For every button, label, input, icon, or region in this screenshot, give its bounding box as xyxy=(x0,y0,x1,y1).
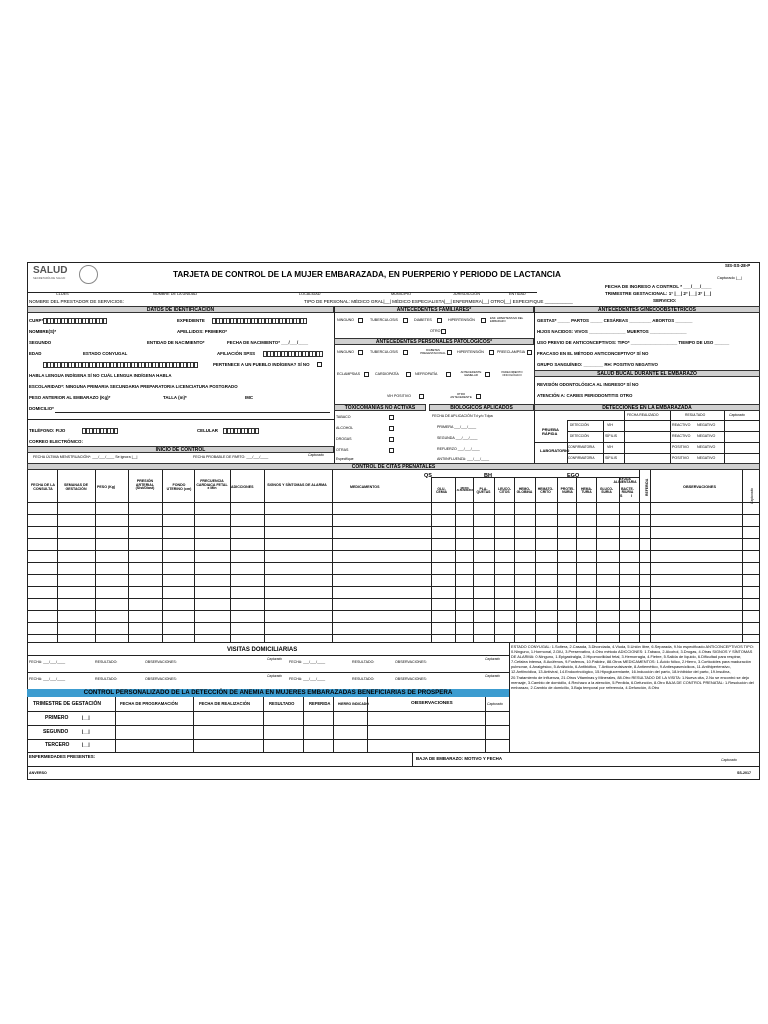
seal-icon xyxy=(79,265,98,284)
pat-none-checkbox[interactable] xyxy=(358,350,363,355)
pat-oncologic: PADECIMIENTO ONCOLÓGICO xyxy=(501,370,523,377)
anemia-column-line xyxy=(367,697,368,752)
col-captured: Capturado xyxy=(750,488,754,504)
email-label: CORREO ELECTRÓNICO: xyxy=(29,439,83,444)
cell-label: CELULAR xyxy=(197,428,218,433)
vaccine-first[interactable]: PRIMERA ___/___/____ xyxy=(437,425,477,429)
anemia-col-trimester: TRIMESTRE DE GESTACIÓN xyxy=(33,701,101,707)
det-lab: LABORATORIO xyxy=(540,448,570,453)
grid-column-line xyxy=(128,470,129,642)
section-pathological: ANTECEDENTES PERSONALES PATOLÓGICOS* xyxy=(334,338,534,345)
det-row4-name: SÍFILIS xyxy=(605,456,617,460)
spss-label: AFILIACIÓN SPSS xyxy=(217,351,256,356)
tox-drugs-checkbox[interactable] xyxy=(389,437,394,442)
section-toxicomanias: TOXICOMANÍAS NO ACTIVAS xyxy=(334,404,426,411)
indigenous-no-checkbox[interactable] xyxy=(317,362,322,367)
pat-diabetes-checkbox[interactable] xyxy=(447,350,452,355)
table-row-line xyxy=(27,598,760,599)
det-row2-test: DETECCIÓN xyxy=(570,434,589,438)
pat-cardiopathy: CARDIOPATÍA xyxy=(375,372,399,376)
col-medications: MEDICAMENTOS xyxy=(350,485,380,489)
fam-hypertension-checkbox[interactable] xyxy=(481,318,486,323)
home-visit-field-0-1[interactable]: RESULTADO: xyxy=(95,660,118,664)
det-row3-r2[interactable]: NEGATIVO xyxy=(697,445,716,449)
det-row1-r1[interactable]: REACTIVO xyxy=(672,423,691,427)
curp-label: CURP* xyxy=(29,318,44,323)
footer-year: SS-2017 xyxy=(737,771,751,775)
det-row3-r1[interactable]: POSITIVO xyxy=(672,445,689,449)
home-visit-field-1-2[interactable]: OBSERVACIONES: xyxy=(145,677,177,681)
home-visit-field-1-7[interactable]: Capturado xyxy=(485,674,500,678)
grid-column-line xyxy=(494,477,495,642)
indigenous-people-field[interactable]: PERTENECE A UN PUEBLO INDÍGENA? SÍ NO xyxy=(213,362,310,367)
address-input[interactable] xyxy=(55,412,330,413)
home-visit-field-1-6[interactable]: OBSERVACIONES: xyxy=(395,677,427,681)
tox-tobacco-checkbox[interactable] xyxy=(389,415,394,420)
det-row2-r2[interactable]: NEGATIVO xyxy=(697,434,716,438)
lab-header-9: BACTE-RIURIA xyxy=(621,487,634,495)
address-label: DOMICILIO* xyxy=(29,406,54,411)
height-label: TALLA (m)* xyxy=(163,395,187,400)
home-visit-field-0-3[interactable]: Capturado xyxy=(267,657,282,661)
grid-column-line xyxy=(535,477,536,642)
pat-none: NINGUNO xyxy=(337,350,354,354)
section-prenatal-visits: CONTROL DE CITAS PRENATALES xyxy=(27,463,760,470)
anemia-column-line xyxy=(333,697,334,752)
table-row-line xyxy=(27,526,760,527)
catalogue-text: ESTADO CONYUGAL: 1.Soltera, 2.Casada, 3.Divorciada, 4.Viuda, 5.Unión libre, 6.Separada, 9.No especificado ANTICONCEPTIVOS TIPO: 0.Ninguno, 1.Hormonal, 2.DIU, 3.Preservativo, 4.Otro método ADICCIONES: 1.Tabaco, 2.Alcohol, 3.Drogas, 4.Otras SIGNOS Y SÍNTOMAS DE ALARMA: 0.Ninguno, 1.Epigastralgia, 2.Hipomovilidad fetal, 3.Hemorragia, 4.Fiebre, 5.Salida de líquido, 6.Dificultad para respirar, 7.Cefalea intensa, 8.Acúfenos, 9.Fosfenos, 10.Palidez, 88.Otros MEDICAMENTOS: 1.Ácido fólico, 2.Hierro, 3.Corticoides para maduración pulmonar, 4.Analgésico, 5.Antiácido, 6.Antibiótico, 7.Anticonvulsivante, 8.Antiemético, 9.Antiespasmódicos, 11.Antihipertensivo, 12.Antiincidica, 13.Antiviral, 14.Endocrinológico, 15.Hipoglucemiante, 16.Inducción del parto, 18.Inhibidor del parto, 19.Insulina, 20.Tratamiento de influenza, 21.Otros Vitaminas y Minerales, 88.Otro RESULTADO DE LA VISITA: 1.Nueva cita, 2.No se encontró se dejo mensaje, 3.Cambio de domicilio, 4.Rechazo a la atención, 5.Perdida, 6.Defunción, 8.Otro BAJA DE CONTROL PRENATAL: 1.Resolución del embarazo, 2.Cambio de domicilio, 3.Baja temporal por referencia, 4.Defunción, 8.Otro xyxy=(511,644,754,690)
section-anemia: CONTROL PERSONALIZADO DE LA DETECCIÓN DE ANEMIA EN MUJERES EMBARAZADAS BENEFICIARIAS DE PROSPERA xyxy=(27,689,509,697)
pat-hypertension: HIPERTENSIÓN xyxy=(457,350,484,354)
table-row-line xyxy=(27,550,760,551)
anemia-column-line xyxy=(485,697,486,752)
det-row2-r1[interactable]: REACTIVO xyxy=(672,434,691,438)
vaccine-date-header: FECHA DE APLICACIÓN Td y/o Tdpa xyxy=(432,414,493,418)
grid-column-line xyxy=(742,470,743,642)
pat-cardiopathy-checkbox[interactable] xyxy=(406,372,411,377)
spss-input[interactable] xyxy=(263,351,323,357)
anemia-second-box[interactable]: |__| xyxy=(82,729,90,734)
lab-header-1: MICRO-ALBUMINURIA xyxy=(456,487,474,493)
col-warning-signs: SIGNOS Y SÍNTOMAS DE ALARMA xyxy=(267,483,327,487)
footer-side: ANVERSO xyxy=(29,771,47,775)
phone-input[interactable] xyxy=(82,428,117,434)
table-row-line xyxy=(27,610,760,611)
anemia-col-result: RESULTADO xyxy=(269,701,295,706)
anemia-col-iron: HIERRO INDICADO xyxy=(338,702,369,706)
clues-label: CLUES xyxy=(56,292,69,296)
fam-tb: TUBERCULOSIS xyxy=(370,318,398,322)
anemia-third: TERCERO xyxy=(45,742,70,748)
control-card xyxy=(27,262,760,780)
tox-other-checkbox[interactable] xyxy=(389,448,394,453)
pat-other-checkbox[interactable] xyxy=(476,394,481,399)
home-visit-field-1-3[interactable]: Capturado xyxy=(267,674,282,678)
col-s: S xyxy=(620,494,623,498)
det-rapid-test: PRUEBA RÁPIDA xyxy=(542,427,559,436)
grid-column-line xyxy=(162,470,163,642)
grid-column-line xyxy=(264,470,265,642)
lab-header-3: LEUCO-CITOS xyxy=(498,487,511,495)
det-row1-r2[interactable]: NEGATIVO xyxy=(697,423,716,427)
prior-weight-label: PESO ANTERIOR AL EMBARAZO (Kg)* xyxy=(29,395,111,400)
fam-other: OTRO xyxy=(430,329,441,333)
children-field[interactable]: HIJOS NACIDOS: VIVOS _______________ MUERTOS _______________ xyxy=(537,329,687,334)
table-row-line xyxy=(27,586,760,587)
unit-name-label: NOMBRE DE LA UNIDAD xyxy=(153,292,198,296)
grid-column-line xyxy=(431,477,432,642)
pat-preeclampsia: PREECLAMPSIA xyxy=(497,350,525,354)
surname-label: APELLIDOS: PRIMERO* xyxy=(177,329,228,334)
indigenous-language-field[interactable]: HABLA LENGUA INDÍGENA SÍ NO CUÁL LENGUA INDÍGENA HABLA xyxy=(29,373,172,378)
admission-date[interactable]: FECHA DE INGRESO A CONTROL * ___/___/____ xyxy=(605,284,712,289)
schooling-field[interactable]: ESCOLARIDAD*: NINGUNA PRIMARIA SECUNDARIA PREPARATORIA LICENCIATURA POSTGRADO xyxy=(29,384,238,389)
grid-column-line xyxy=(332,470,333,642)
staff-type-field[interactable]: TIPO DE PERSONAL: MÉDICO GRAL|__| MÉDICO ESPECIALISTA|__| ENFERMERA|__| OTRO|__| ESPECIFIQUE ___________ xyxy=(304,299,573,304)
pat-eclampsia: ECLAMPSIAS xyxy=(337,372,360,376)
col-food-aid: AYUDA ALIMENTARIA xyxy=(613,477,637,485)
anemia-col-programmed: FECHA DE PROGRAMACIÓN xyxy=(120,701,178,706)
home-visit-field-0-6[interactable]: OBSERVACIONES: xyxy=(395,660,427,664)
det-row3-test: CONFIRMATORIA xyxy=(568,445,595,449)
marital-status-label: ESTADO CONYUGAL xyxy=(83,351,128,356)
state-label: ENTIDAD xyxy=(509,292,526,296)
pat-hiv: VIH POSITIVO xyxy=(387,394,411,398)
fam-none: NINGUNO xyxy=(337,318,354,322)
lab-header-0: GLU-CEMIA xyxy=(436,487,447,495)
lab-header-2: PLA-QUETAS xyxy=(476,487,491,495)
grid-column-line xyxy=(576,477,577,642)
section-vaccines: BIOLÓGICOS APLICADOS xyxy=(429,404,534,411)
col-weeks: SEMANAS DE GESTACIÓN xyxy=(64,483,88,491)
col-referred: REFERIDA xyxy=(645,478,649,496)
indigenous-input[interactable] xyxy=(43,362,197,368)
provider-name-label: NOMBRE DEL PRESTADOR DE SERVICIOS: xyxy=(29,299,124,304)
table-row-line xyxy=(27,514,760,515)
det-row1-test: DETECCIÓN xyxy=(570,423,589,427)
grid-column-line xyxy=(455,477,456,642)
pat-other: OTRO ANTECEDENTE xyxy=(450,392,472,399)
pregnancies-field[interactable]: GESTAS* _____ PARTOS _____ CESÁREAS _________ ABORTOS _______ xyxy=(537,318,693,323)
section-family-history: ANTECEDENTES FAMILIARES* xyxy=(334,306,534,313)
due-date-field[interactable]: FECHA PROBABLE DE PARTO: ___/___/____ xyxy=(193,455,269,459)
table-row-line xyxy=(27,574,760,575)
table-row-line xyxy=(27,622,760,623)
dental-attention-field[interactable]: ATENCIÓN A: CARIES PERIODONTITIS OTRO xyxy=(537,393,633,398)
captured-start[interactable]: Capturado xyxy=(308,453,324,457)
name-label: NOMBRE(S)* xyxy=(29,329,57,334)
lab-header-5: HEMATO-CRITO xyxy=(537,487,554,495)
pat-nephropathy: NEFROPATÍA xyxy=(415,372,438,376)
vaccine-booster[interactable]: REFUERZO ___/___/____ xyxy=(437,447,480,451)
dental-review-field[interactable]: REVISIÓN ODONTOLÓGICA AL INGRESO* SÍ NO xyxy=(537,382,639,387)
service-field[interactable]: SERVICIO: xyxy=(653,298,677,303)
org-subtitle: SECRETARÍA DE SALUD xyxy=(33,276,66,280)
pat-twin: ANTECEDENTE GEMELAR xyxy=(460,370,482,377)
section-gyneco: ANTECEDENTES GINECOOBSTÉTRICOS xyxy=(534,306,760,313)
pat-hiv-checkbox[interactable] xyxy=(419,394,424,399)
pat-hypertension-checkbox[interactable] xyxy=(489,350,494,355)
col-bp: PRESIÓN ARTERIAL (Sist/Diast) xyxy=(135,479,155,491)
det-row4-test: CONFIRMATORIA xyxy=(568,456,595,460)
curp-input[interactable] xyxy=(43,318,106,324)
anemia-first: PRIMERO xyxy=(45,715,69,721)
pat-tb: TUBERCULOSIS xyxy=(370,350,398,354)
pat-tb-checkbox[interactable] xyxy=(403,350,408,355)
anemia-first-box[interactable]: |__| xyxy=(82,715,90,720)
anemia-third-box[interactable]: |__| xyxy=(82,742,90,747)
det-col-date: FECHA REALIZADO xyxy=(627,413,659,417)
record-input[interactable] xyxy=(212,318,307,324)
age-label: EDAD xyxy=(29,351,42,356)
det-col-captured: Capturado xyxy=(729,413,745,417)
anemia-col-observations: OBSERVACIONES xyxy=(411,701,453,706)
grid-column-line xyxy=(230,470,231,642)
blood-type-field[interactable]: GRUPO SANGUÍNEO: ________ RH: POSITIVO NEGATIVO xyxy=(537,362,658,367)
tox-other: OTRAS xyxy=(336,448,349,452)
gestational-trimester[interactable]: TRIMESTRE GESTACIONAL: 1° |__| 2° |__| 3° |__| xyxy=(605,291,712,296)
captured-flag[interactable]: Capturado |__| xyxy=(717,276,742,280)
fam-diabetes-checkbox[interactable] xyxy=(437,318,442,323)
grid-column-line xyxy=(194,470,195,642)
pat-nephropathy-checkbox[interactable] xyxy=(446,372,451,377)
home-visit-field-0-0[interactable]: FECHA: ___/___/____ xyxy=(29,660,66,664)
tox-alcohol-checkbox[interactable] xyxy=(389,426,394,431)
tox-specify[interactable]: Especifique xyxy=(336,457,354,461)
home-visit-field-0-7[interactable]: Capturado xyxy=(485,657,500,661)
section-identification: DATOS DE IDENTIFICACIÓN xyxy=(27,306,334,313)
lmp-field[interactable]: FECHA ÚLTIMA MENSTRUACIÓN*: ___/___/____ Se ignora |__| xyxy=(33,455,138,459)
det-row1-name: VIH xyxy=(607,423,613,427)
col-consult-date: FECHA DE LA CONSULTA xyxy=(30,483,56,491)
lab-header-7: HEMA-TURIA xyxy=(580,487,593,495)
det-row3-name: VIH xyxy=(607,445,613,449)
grid-column-line xyxy=(596,477,597,642)
anemia-second: SEGUNDO xyxy=(43,729,69,735)
anemia-col-referred: REFERIDA xyxy=(309,701,331,706)
grid-column-line xyxy=(650,470,651,642)
fam-none-checkbox[interactable] xyxy=(358,318,363,323)
section-oral-health: SALUD BUCAL DURANTE EL EMBARAZO xyxy=(534,370,760,377)
pat-diabetes: DIABETES PREGESTACIONAL xyxy=(420,348,446,355)
lab-header-6: PROTEI-NURIA xyxy=(560,487,575,495)
anemia-column-line xyxy=(193,697,194,752)
grid-column-line xyxy=(639,470,640,642)
tox-drugs: DROGAS xyxy=(336,437,352,441)
phone-label: TELÉFONO: FIJO xyxy=(29,428,66,433)
diseases-label: ENFERMEDADES PRESENTES: xyxy=(29,754,96,759)
pat-twin-checkbox[interactable] xyxy=(485,372,490,377)
lab-header-4: HEMO-GLOBINA xyxy=(516,487,533,495)
det-col-result: RESULTADO xyxy=(685,413,706,417)
det-row2-name: SÍFILIS xyxy=(605,434,617,438)
home-visit-field-1-1[interactable]: RESULTADO: xyxy=(95,677,118,681)
col-i: I xyxy=(631,494,632,498)
lab-header-8: GLUCO-SURIA xyxy=(599,487,614,495)
anemia-col-done: FECHA DE REALIZACIÓN xyxy=(199,701,251,706)
det-row4-r1[interactable]: POSITIVO xyxy=(672,456,689,460)
record-label: EXPEDIENTE xyxy=(177,318,205,323)
lab-qs: QS xyxy=(424,473,432,479)
home-visit-field-1-4[interactable]: FECHA: ___/___/____ xyxy=(289,677,326,681)
home-visit-field-0-5[interactable]: RESULTADO: xyxy=(352,660,375,664)
table-row-line xyxy=(27,538,760,539)
form-code: SIS-SS-28-P xyxy=(725,263,751,268)
pat-eclampsia-checkbox[interactable] xyxy=(364,372,369,377)
home-visit-field-1-0[interactable]: FECHA: ___/___/____ xyxy=(29,677,66,681)
anemia-col-captured: Capturado xyxy=(487,702,503,706)
lab-ego: EGO xyxy=(567,473,580,479)
grid-column-line xyxy=(57,470,58,642)
locality-label: LOCALIDAD xyxy=(299,292,321,296)
fam-other-checkbox[interactable] xyxy=(441,329,446,334)
birth-state-label: ENTIDAD DE NACIMIENTO* xyxy=(147,340,205,345)
pat-preeclampsia-checkbox[interactable] xyxy=(527,350,532,355)
tox-tobacco: TABACO xyxy=(336,415,351,419)
tox-alcohol: ALCOHOL xyxy=(336,426,354,430)
anemia-column-line xyxy=(263,697,264,752)
second-surname-label: SEGUNDO xyxy=(29,340,52,345)
anemia-column-line xyxy=(303,697,304,752)
jurisdiction-label: JURISDICCIÓN xyxy=(453,292,481,296)
table-row-line xyxy=(27,562,760,563)
bmi-label: IMC xyxy=(245,395,254,400)
lab-group-line xyxy=(431,477,639,478)
col-addictions: ADICCIONES xyxy=(231,485,254,489)
section-home-visits: VISITAS DOMICILIARIAS xyxy=(227,647,298,653)
pregnancy-discharge-label: BAJA DE EMBARAZO: MOTIVO Y FECHA xyxy=(416,756,503,761)
municipality-label: MUNICIPIO xyxy=(391,292,412,296)
vaccine-second[interactable]: SEGUNDA ___/___/____ xyxy=(437,436,478,440)
table-row-line xyxy=(27,634,760,635)
fam-diabetes: DIABETES xyxy=(414,318,432,322)
det-row4-r2[interactable]: NEGATIVO xyxy=(697,456,716,460)
fam-hte: ENF. HIPERTENSIVA DEL EMBARAZO xyxy=(490,316,524,323)
home-visit-field-0-4[interactable]: FECHA: ___/___/____ xyxy=(289,660,326,664)
grid-column-line xyxy=(514,477,515,642)
section-start-control: INICIO DE CONTROL xyxy=(27,446,334,453)
col-fundal: FONDO UTERINO (cm) xyxy=(166,483,192,491)
form-title: TARJETA DE CONTROL DE LA MUJER EMBARAZADA, EN PUERPERIO Y PERIODO DE LACTANCIA xyxy=(173,270,561,279)
footer-captured[interactable]: Capturado xyxy=(721,758,737,762)
anemia-column-line xyxy=(115,697,116,752)
section-detections: DETECCIONES EN LA EMBARAZADA xyxy=(534,404,760,411)
fam-tb-checkbox[interactable] xyxy=(403,318,408,323)
col-observations: OBSERVACIONES xyxy=(683,485,716,489)
contraceptive-failure-field[interactable]: FRACASO EN EL MÉTODO ANTICONCEPTIVO* SÍ NO xyxy=(537,351,649,356)
contraceptive-use-field[interactable]: USO PREVIO DE ANTICONCEPTIVOS: TIPO* ___________________ TIEMPO DE USO ______ xyxy=(537,340,730,345)
vaccine-influenza[interactable]: ANTIINFLUENZA: ___/___/____ xyxy=(437,457,490,461)
home-visit-field-1-5[interactable]: RESULTADO: xyxy=(352,677,375,681)
col-fhr: FRECUENCIA CARDIACA FETAL x Min xyxy=(196,479,228,491)
grid-column-line xyxy=(557,477,558,642)
home-visit-field-0-2[interactable]: OBSERVACIONES: xyxy=(145,660,177,664)
org-logo: SALUD xyxy=(33,265,68,276)
birth-date-field[interactable]: FECHA DE NACIMIENTO* ___/___/____ xyxy=(227,340,309,345)
col-weight: PESO (Kg) xyxy=(97,485,116,489)
grid-column-line xyxy=(619,477,623,642)
grid-column-line xyxy=(473,477,474,642)
cell-input[interactable] xyxy=(223,428,258,434)
lab-bh: BH xyxy=(484,473,492,479)
grid-column-line xyxy=(95,470,96,642)
fam-hypertension: HIPERTENSIÓN xyxy=(448,318,475,322)
